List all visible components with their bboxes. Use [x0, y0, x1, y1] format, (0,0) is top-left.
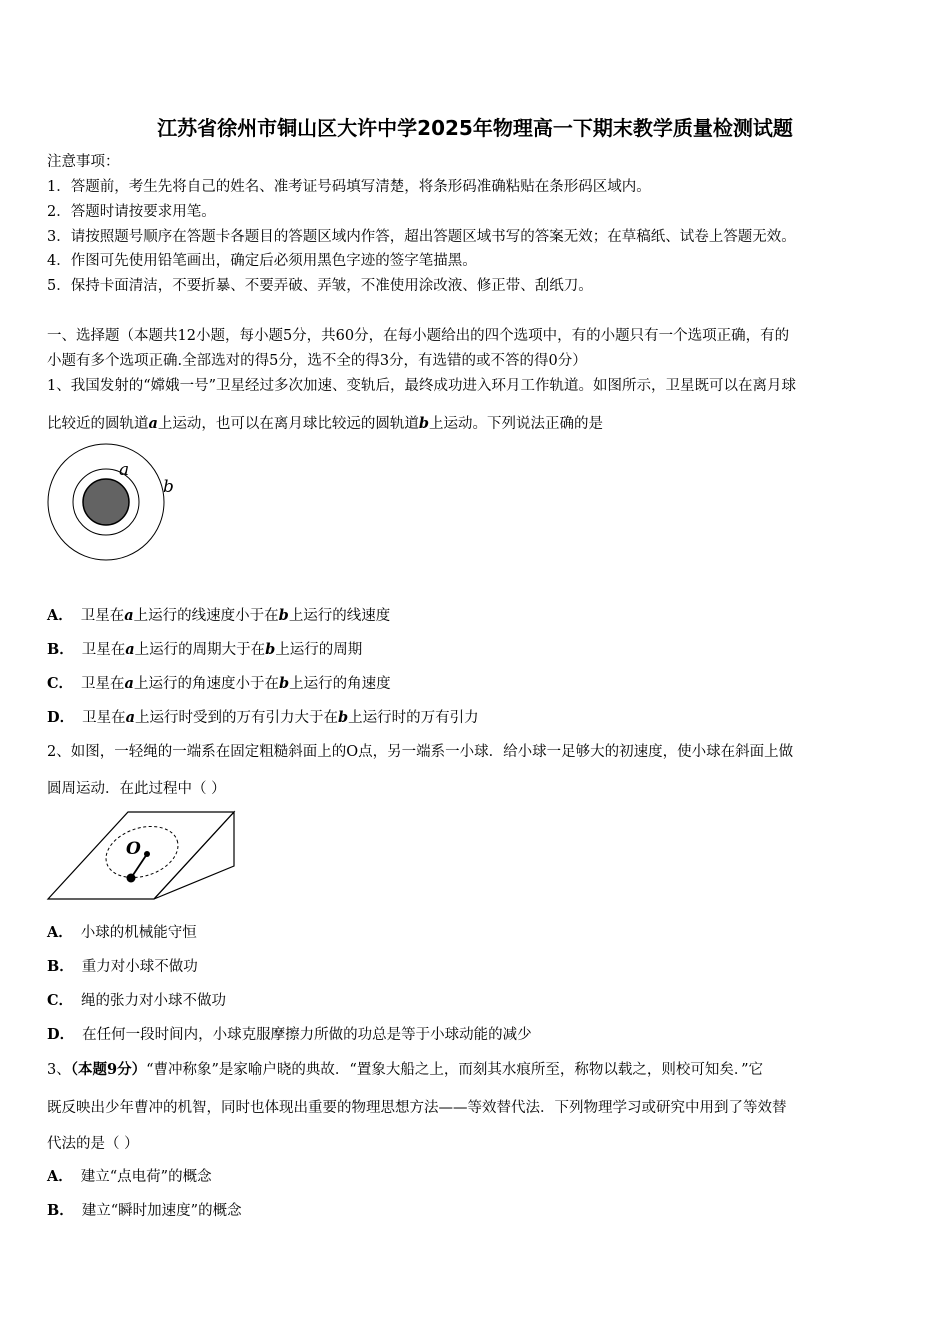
option-letter: D．: [47, 1026, 75, 1043]
option-text: 卫星在: [80, 608, 125, 624]
option-text: 上运行的角速度: [289, 676, 391, 692]
option-text: 卫星在: [82, 710, 126, 726]
incline-side-face: [154, 812, 234, 899]
option-text: 上运行的周期大于在: [134, 642, 266, 658]
q3-stem-text: “曹冲称象”是家喻户晓的典故．“置象大船之上，而刻其水痕所至，称物以载之，则校可知矣．”它: [146, 1062, 763, 1078]
option-text: 重力对小球不做功: [81, 959, 198, 975]
q2-option: [47, 991, 226, 1011]
orbit-b-var: b: [418, 415, 430, 432]
option-letter: B．: [47, 1202, 74, 1219]
q2-option: [47, 957, 198, 977]
notice-item: 4．作图可先使用铅笔画出，确定后必须用黑色字迹的签字笔描黑。: [47, 253, 477, 269]
option-text: 上运行的线速度小于在: [133, 608, 279, 624]
q2-option: [47, 923, 197, 943]
option-letter: B．: [47, 641, 74, 658]
q1-stem-2: [47, 414, 603, 434]
circular-path: [99, 818, 184, 887]
option-text: 绳的张力对小球不做功: [81, 993, 227, 1009]
q3-stem: [47, 1060, 763, 1080]
option-var: a: [125, 709, 135, 726]
option-text: 上运行时受到的万有引力大于在: [134, 710, 338, 726]
option-letter: C．: [47, 675, 74, 692]
option-text: 建立“瞬时加速度”的概念: [81, 1203, 242, 1219]
q1-option: [47, 674, 391, 694]
incline-top-face: [48, 812, 234, 899]
option-var: b: [265, 641, 276, 658]
q1-option: [47, 708, 479, 728]
q3-number: 3、: [47, 1062, 71, 1078]
q1-option: [47, 640, 362, 660]
option-var: b: [337, 709, 349, 726]
option-text: 上运行的角速度小于在: [133, 676, 279, 692]
q3-option: [47, 1201, 242, 1221]
option-var: b: [278, 607, 289, 624]
q1-stem: 1、我国发射的“嫦娥一号”卫星经过多次加速、变轨后，最终成功进入环月工作轨道。如图所示，卫星既可以在离月球: [47, 378, 797, 394]
orbit-figure: [40, 440, 200, 580]
q2-stem: 2、如图，一轻绳的一端系在固定粗糙斜面上的O点，另一端系一小球．给小球一足够大的初速度，使小球在斜面上做: [47, 744, 794, 760]
option-text: 上运行的线速度: [288, 608, 391, 624]
q1-stem-text: 上运动。下列说法正确的是: [429, 416, 604, 432]
option-var: a: [124, 607, 134, 624]
option-var: b: [278, 675, 290, 692]
q3-points: （本题9分）: [70, 1061, 147, 1078]
option-text: 建立“点电荷”的概念: [80, 1169, 212, 1185]
notice-header: 注意事项：: [47, 154, 120, 170]
section-header: 小题有多个选项正确.全部选对的得5分，选不全的得3分，有选错的或不答的得0分）: [47, 353, 587, 369]
q2-option: [47, 1025, 532, 1045]
q1-stem-text: 比较近的圆轨道: [47, 416, 149, 432]
option-text: 卫星在: [81, 642, 126, 658]
section-header: 一、选择题（本题共12小题，每小题5分，共60分，在每小题给出的四个选项中，有的小题只有一个选项正确，有的: [47, 328, 790, 344]
notice-item: 5．保持卡面清洁，不要折暴、不要弄破、弄皱，不准使用涂改液、修正带、刮纸刀。: [47, 278, 593, 294]
q1-stem-text: 上运动，也可以在离月球比较远的圆轨道: [157, 416, 419, 432]
q1-option: [47, 606, 390, 626]
moon: [83, 479, 129, 525]
option-text: 上运行时的万有引力: [348, 710, 479, 726]
option-letter: A．: [47, 924, 73, 941]
option-text: 卫星在: [81, 676, 125, 692]
label-o: O: [126, 839, 141, 859]
notice-item: 3．请按照题号顺序在答题卡各题目的答题区域内作答，超出答题区域书写的答案无效；在草稿纸、试卷上答题无效。: [47, 229, 796, 245]
option-letter: B．: [47, 958, 74, 975]
option-var: a: [125, 641, 135, 658]
option-var: a: [124, 675, 134, 692]
option-text: 小球的机械能守恒: [80, 925, 197, 941]
q3-stem: 代法的是（ ）: [47, 1136, 139, 1152]
incline-figure: [44, 806, 244, 906]
q3-stem: 既反映出少年曹冲的机智，同时也体现出重要的物理思想方法——等效替代法．下列物理学习或研究中用到了等效替: [47, 1100, 787, 1116]
option-letter: A．: [47, 607, 73, 624]
pivot-point-o: [144, 851, 150, 857]
option-letter: D．: [47, 709, 75, 726]
option-letter: C．: [47, 992, 74, 1009]
option-letter: A．: [47, 1168, 73, 1185]
q2-stem: 圆周运动．在此过程中（ ）: [47, 781, 226, 797]
label-a: a: [119, 460, 130, 480]
label-b: b: [163, 477, 174, 497]
ball: [127, 874, 136, 883]
notice-item: 2．答题时请按要求用笔。: [47, 204, 216, 220]
notice-item: 1．答题前，考生先将自己的姓名、准考证号码填写清楚，将条形码准确粘贴在条形码区域内。: [47, 179, 651, 195]
option-text: 上运行的周期: [275, 642, 363, 658]
orbit-a-var: a: [148, 415, 158, 432]
q3-option: [47, 1167, 212, 1187]
page-title: 江苏省徐州市铜山区大许中学2025年物理高一下期末教学质量检测试题: [157, 116, 793, 140]
option-text: 在任何一段时间内，小球克服摩擦力所做的功总是等于小球动能的减少: [82, 1027, 532, 1043]
